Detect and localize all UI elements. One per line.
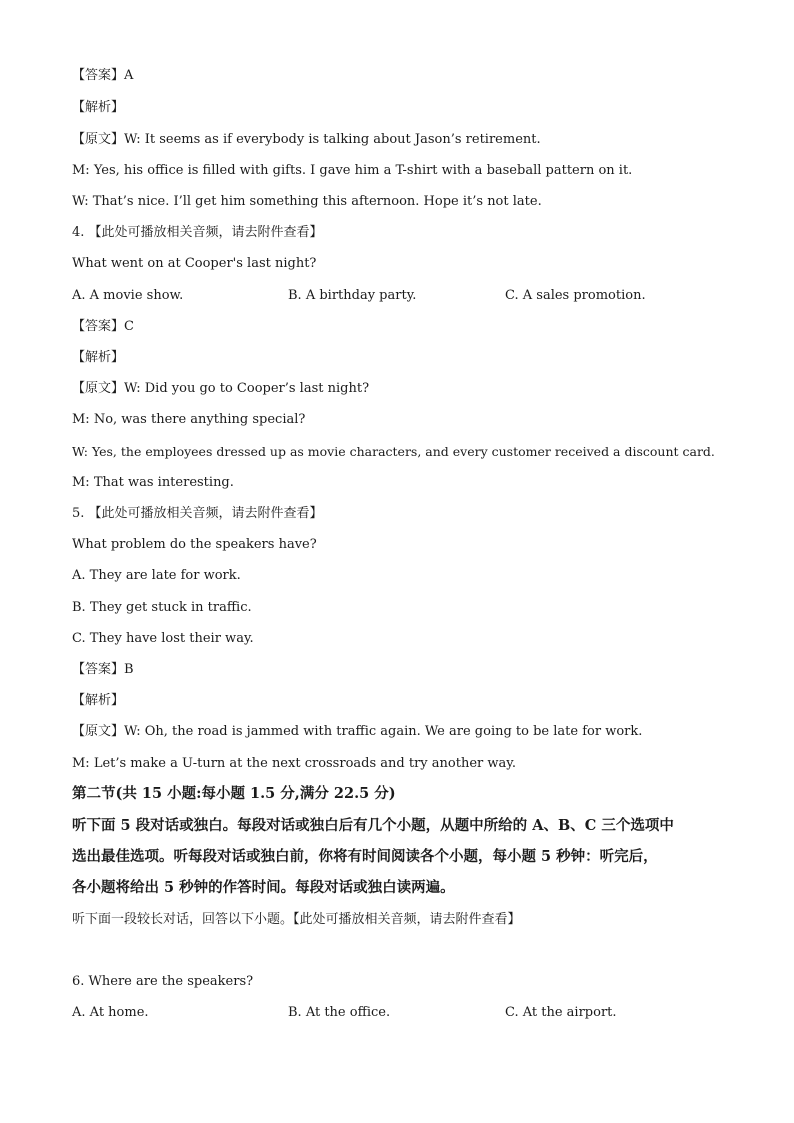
option-c: C. At the airport. [505,1005,617,1020]
question-text: What went on at Cooper's last night? [72,256,317,271]
analysis-label: 【解析】 [72,350,125,365]
analysis-label: 【解析】 [72,693,125,708]
option-b: B. A birthday party. [288,288,417,303]
transcript-line: W: Yes, the employees dressed up as movie characters, and every customer received a discount card. [72,444,715,459]
option-b: B. At the office. [288,1005,391,1020]
option-a: A. At home. [72,1005,149,1020]
section-title: 第二节(共 15 小题:每小题 1.5 分,满分 22.5 分) [72,785,396,802]
transcript-line: 【原文】W: Oh, the road is jammed with traffic again. We are going to be late for work. [72,724,643,739]
transcript-line: M: No, was there anything special? [72,412,306,427]
transcript-line: W: That’s nice. I’ll get him something this afternoon. Hope it’s not late. [72,194,542,209]
transcript-line: M: Yes, his office is filled with gifts. I gave him a T-shirt with a baseball pattern on it. [72,163,633,178]
instruction-line: 选出最佳选项。听每段对话或独白前，你将有时间阅读各个小题，每小题 5 秒钟：听完后， [72,848,658,865]
question-text: What problem do the speakers have? [72,537,317,552]
question-header: 5. 【此处可播放相关音频，请去附件查看】 [72,506,323,521]
audio-prompt: 听下面一段较长对话，回答以下小题。【此处可播放相关音频，请去附件查看】 [72,912,521,927]
option-c: C. They have lost their way. [72,631,254,646]
transcript-line: M: Let’s make a U-turn at the next crossroads and try another way. [72,756,516,771]
analysis-label: 【解析】 [72,100,125,115]
option-b: B. They get stuck in traffic. [72,600,252,615]
instruction-line: 各小题将给出 5 秒钟的作答时间。每段对话或独白读两遍。 [72,879,455,896]
transcript-line: 【原文】W: It seems as if everybody is talking about Jason’s retirement. [72,132,541,147]
question-text: 6. Where are the speakers? [72,974,254,989]
option-a: A. A movie show. [72,288,184,303]
question-header: 4. 【此处可播放相关音频，请去附件查看】 [72,225,323,240]
transcript-line: M: That was interesting. [72,475,234,490]
instruction-line: 听下面 5 段对话或独白。每段对话或独白后有几个小题，从题中所给的 A、B、C 三个选项中 [72,817,674,834]
option-a: A. They are late for work. [72,568,241,583]
answer-label: 【答案】B [72,662,134,677]
answer-label: 【答案】C [72,319,134,334]
answer-label: 【答案】A [72,68,134,83]
option-c: C. A sales promotion. [505,288,646,303]
transcript-line: 【原文】W: Did you go to Cooper’s last night? [72,381,370,396]
